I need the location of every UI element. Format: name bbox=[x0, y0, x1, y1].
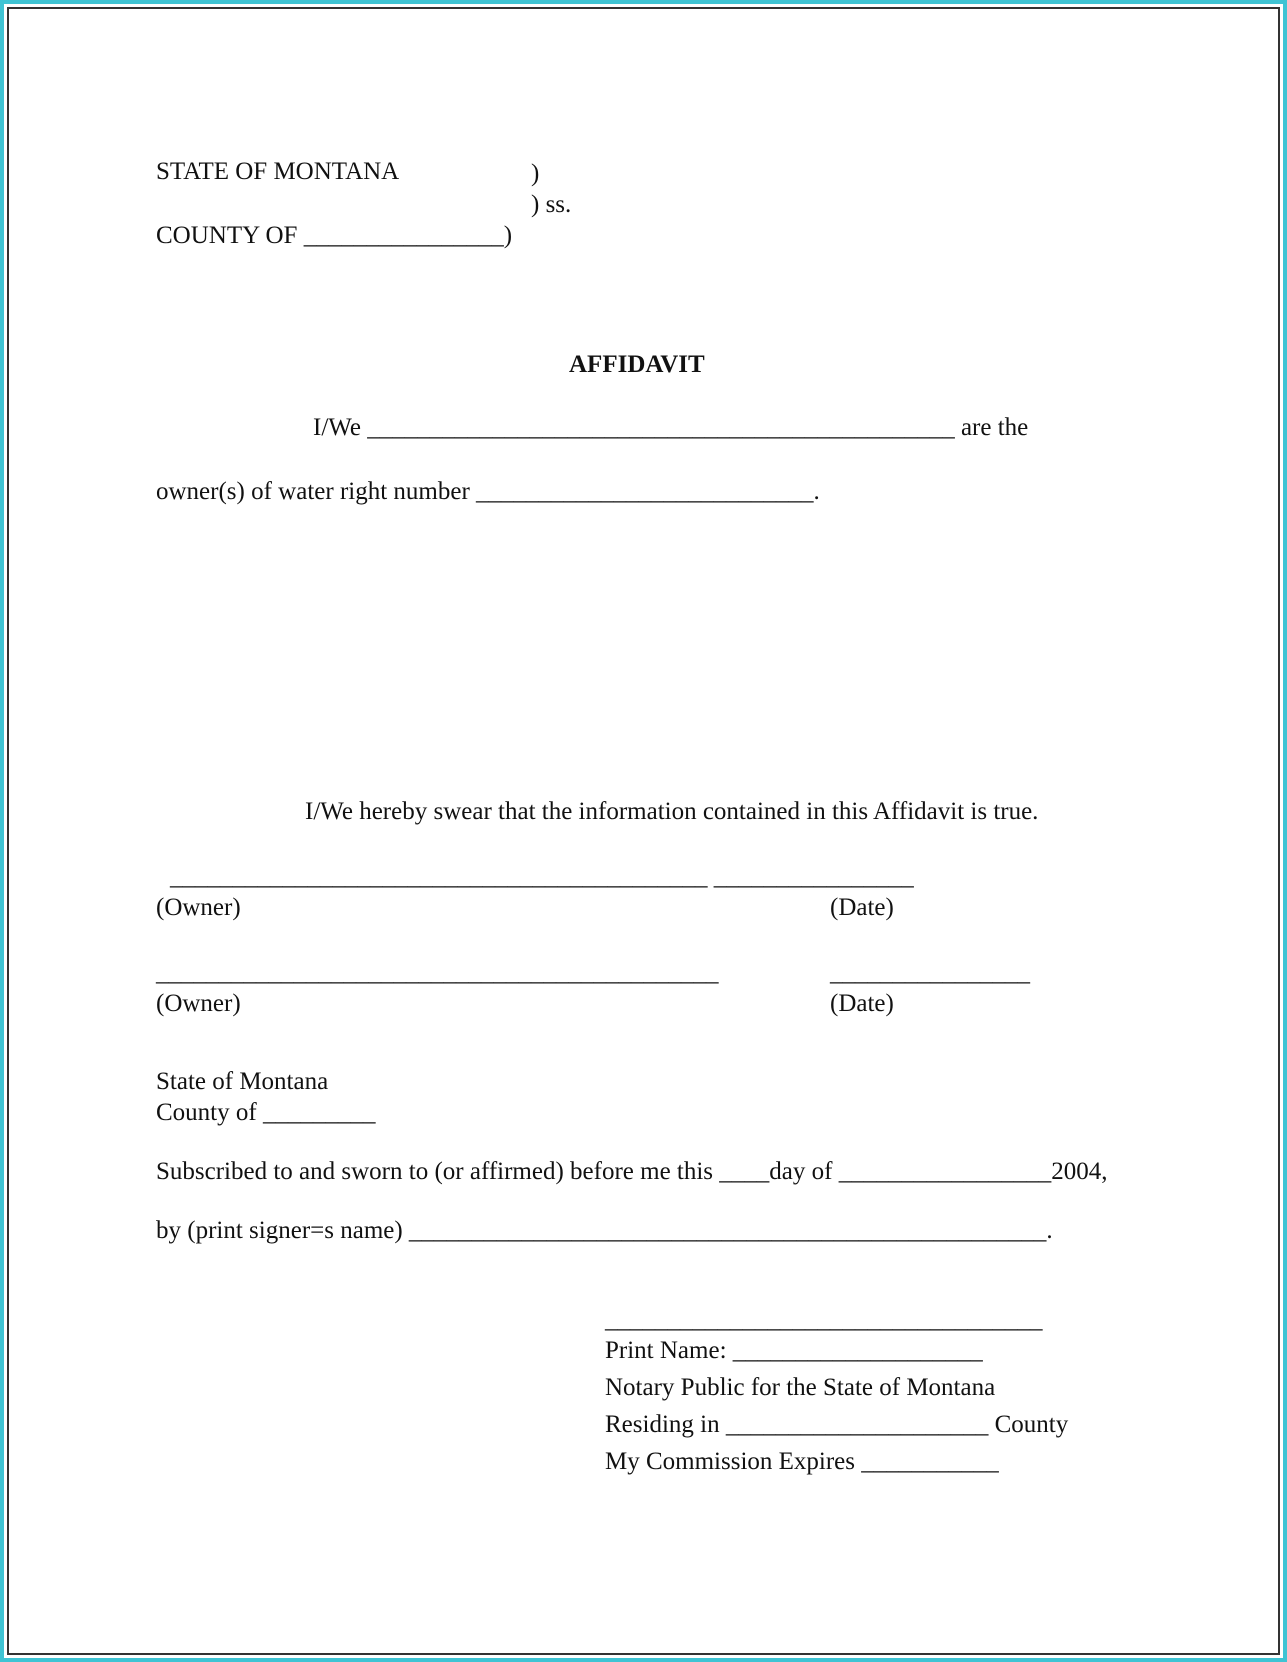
date-line-2: ________________ bbox=[830, 959, 1030, 986]
venue-county: County of _________ bbox=[156, 1099, 376, 1126]
notary-print-name: Print Name: ____________________ bbox=[605, 1337, 983, 1364]
venue-state: State of Montana bbox=[156, 1068, 329, 1095]
document-title: AFFIDAVIT bbox=[569, 351, 705, 378]
oath-statement: I/We hereby swear that the information contained in this Affidavit is true. bbox=[305, 798, 1039, 825]
owner-names-line: I/We _______________________________________________ are the bbox=[313, 414, 1029, 441]
owner-label-1: (Owner) bbox=[156, 894, 241, 921]
document-page bbox=[7, 7, 1280, 1655]
signature-line-2: _____________________________________________ bbox=[156, 959, 719, 986]
owner-label-2: (Owner) bbox=[156, 990, 241, 1017]
state-heading: STATE OF MONTANA bbox=[156, 158, 400, 185]
caption-paren: ) bbox=[531, 160, 540, 187]
water-right-number-line: owner(s) of water right number ___________________________. bbox=[156, 478, 820, 505]
date-label-2: (Date) bbox=[830, 990, 894, 1017]
date-label-1: (Date) bbox=[830, 894, 894, 921]
notary-commission-expires: My Commission Expires ___________ bbox=[605, 1448, 999, 1475]
county-heading: COUNTY OF ________________) bbox=[156, 222, 513, 249]
signature-line-1: ___________________________________________ ________________ bbox=[170, 863, 914, 890]
jurat-line: Subscribed to and sworn to (or affirmed) before me this ____day of _________________2004, bbox=[156, 1158, 1108, 1185]
notary-title: Notary Public for the State of Montana bbox=[605, 1374, 996, 1401]
notary-residing-in: Residing in _____________________ County bbox=[605, 1411, 1069, 1438]
notary-signature-line: ___________________________________ bbox=[605, 1306, 1043, 1333]
caption-ss: ) ss. bbox=[531, 191, 572, 218]
signer-name-line: by (print signer=s name) ___________________________________________________. bbox=[156, 1217, 1053, 1244]
